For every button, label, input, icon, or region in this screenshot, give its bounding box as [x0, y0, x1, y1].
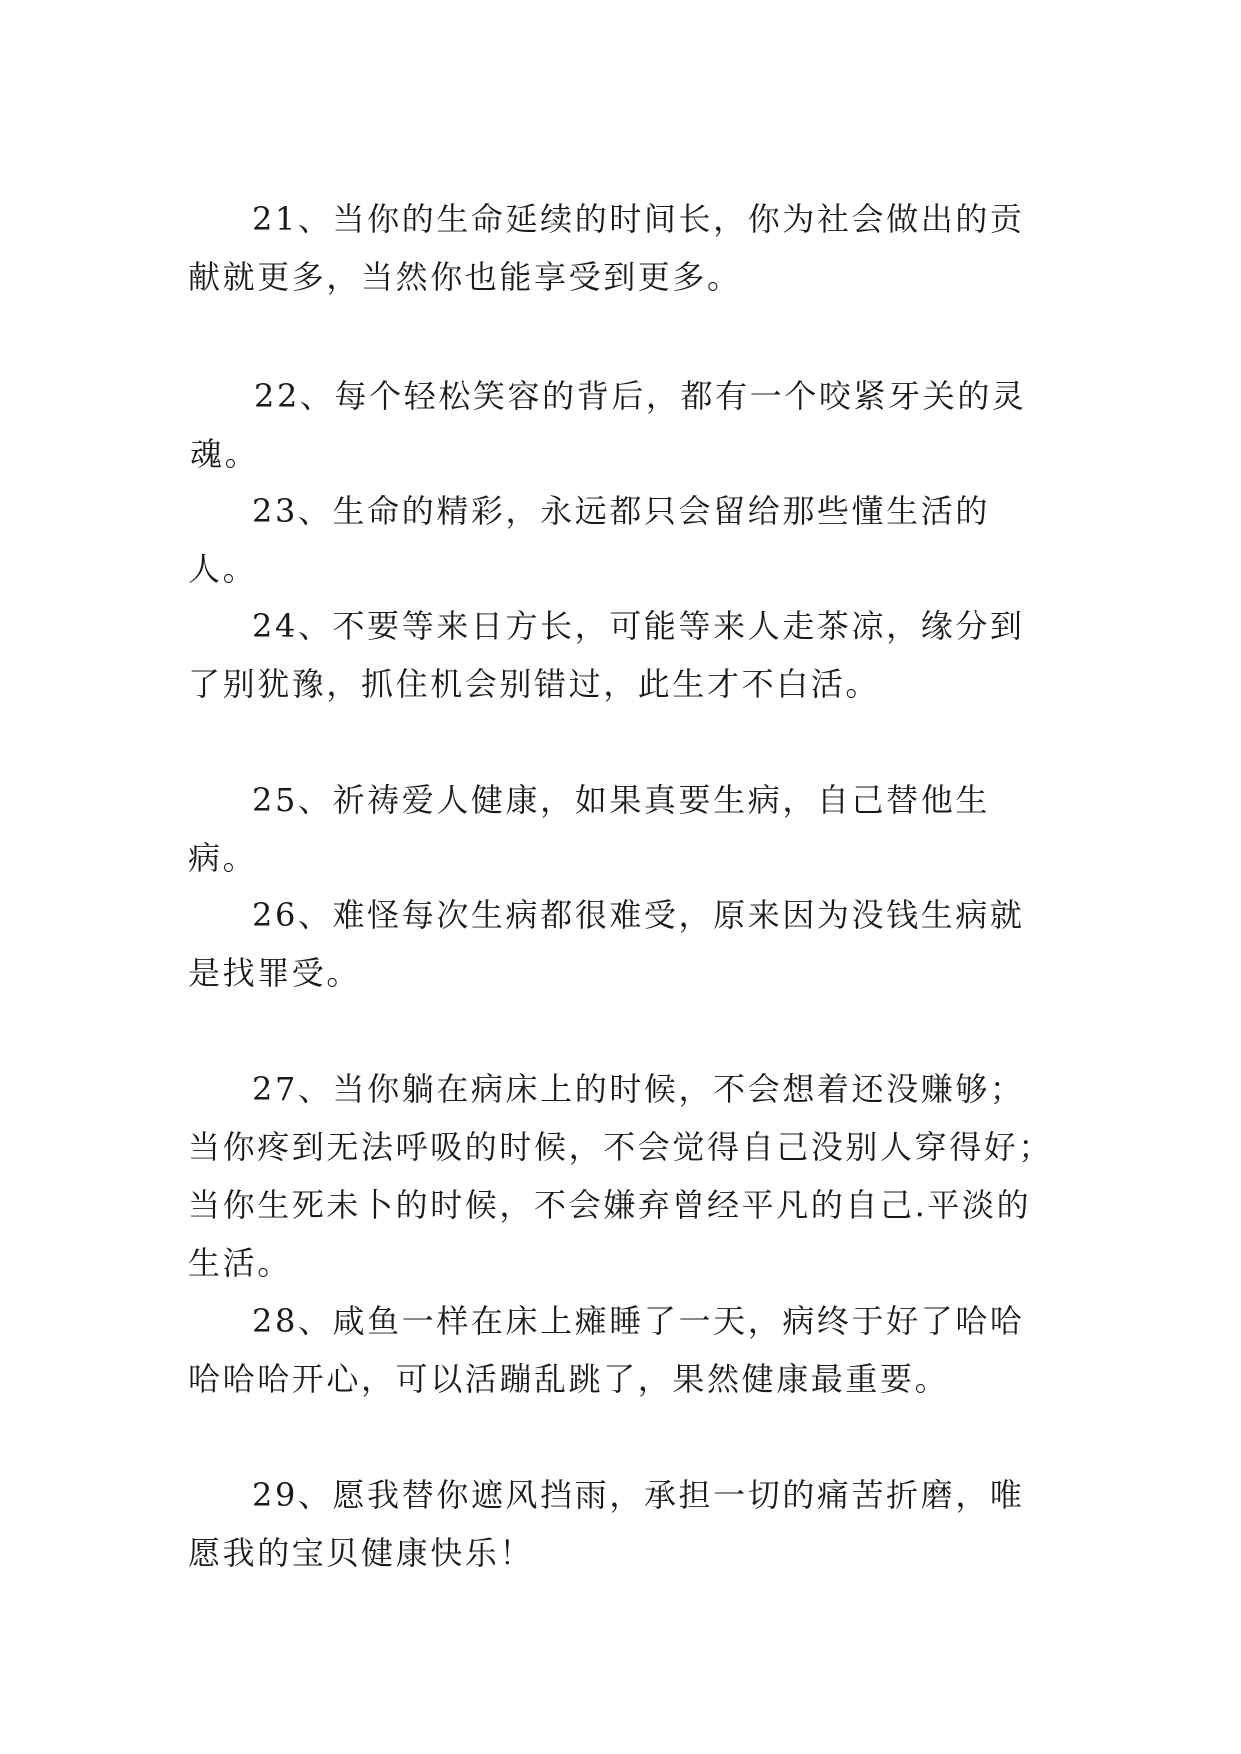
paragraph-26: 26、难怪每次生病都很难受，原来因为没钱生病就是找罪受。 [188, 896, 1025, 992]
paragraph-28: 28、咸鱼一样在床上瘫睡了一天，病终于好了哈哈哈哈哈开心，可以活蹦乱跳了，果然健康最重要。 [188, 1302, 1025, 1398]
paragraph-24: 24、不要等来日方长，可能等来人走茶凉，缘分到了别犹豫，抓住机会别错过，此生才不白活。 [188, 607, 1025, 703]
paragraph-25: 25、祈祷爱人健康，如果真要生病，自己替他生病。 [188, 781, 990, 877]
paragraph-27: 27、当你躺在病床上的时候，不会想着还没赚够；当你疼到无法呼吸的时候，不会觉得自己没别人穿得好；当你生死未卜的时候，不会嫌弃曾经平凡的自己.平淡的生活。 [188, 1070, 1054, 1282]
paragraph-29: 29、愿我替你遮风挡雨，承担一切的痛苦折磨，唯愿我的宝贝健康快乐！ [188, 1476, 1025, 1572]
paragraph-21: 21、当你的生命延续的时间长，你为社会做出的贡献就更多，当然你也能享受到更多。 [188, 200, 1025, 296]
paragraph-22: 22、每个轻松笑容的背后，都有一个咬紧牙关的灵魂。 [190, 377, 1027, 473]
paragraph-23: 23、生命的精彩，永远都只会留给那些懂生活的人。 [188, 492, 990, 588]
